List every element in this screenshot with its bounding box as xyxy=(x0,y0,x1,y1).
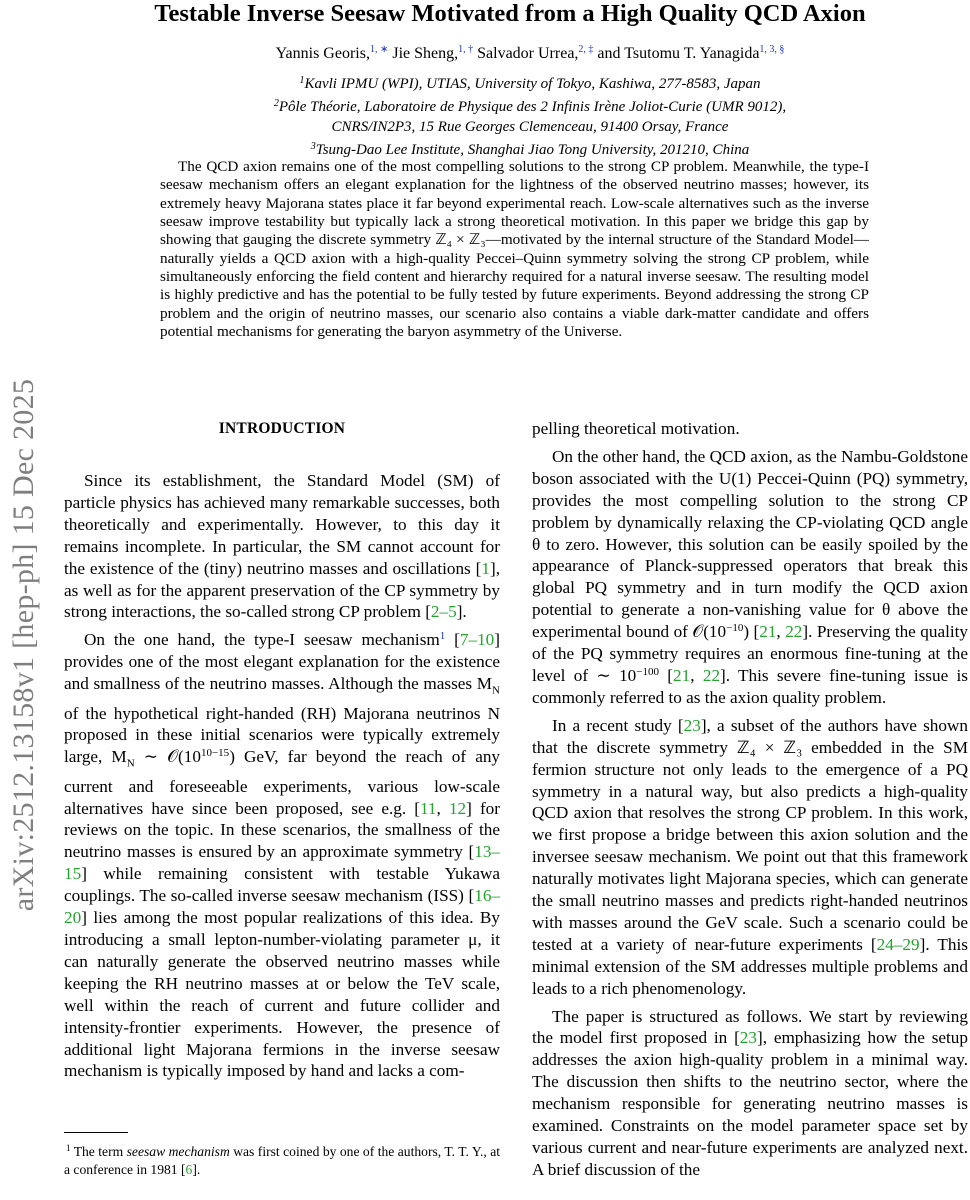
arxiv-side-stamp xyxy=(2,345,46,945)
affiliation-line: $^3$Tsung-Dao Lee Institute, Shanghai Jiao Tong University, 201210, China xyxy=(310,141,750,158)
intro-paragraph: On the one hand, the type-I seesaw mechanism$^1$ [7–10] provides one of the most elegant explanation for the existence and smallness of the neutrino masses. Although the masses $M_N$ of the hypothetical right-handed (RH) Majorana neutrinos N proposed in these initial scenarios were typically extremely large, $M_N$ ∼ $𝒪(10^{10-15})$ GeV, far beyond the reach of any current and foreseeable experiments, various low-scale alternatives have since been proposed, see e.g. [11, 12] for reviews on the topic. In these scenarios, the smallness of the neutrino masses is ensured by an approximate symmetry [13–15] while remaining consistent with testable Yukawa couplings. The so-called inverse seesaw mechanism (ISS) [16–20] lies among the most popular realizations of this idea. By introducing a small lepton-number-violating parameter μ, it can naturally generate the observed neutrino masses while keeping the RH neutrino masses at or below the TeV scale, well within the reach of current and future collider and intensity-frontier experiments. However, the presence of additional light Majorana fermions in the inverse seesaw mechanism is typically imposed by hand and lacks a com- xyxy=(64,630,501,1081)
citation-link[interactable]: 22 xyxy=(702,665,721,685)
citation-link[interactable]: 11 xyxy=(419,798,437,818)
citation-link[interactable]: 6 xyxy=(185,1161,193,1177)
section-heading-introduction: INTRODUCTION xyxy=(218,420,346,437)
author-affil-link[interactable]: 1, 3, § xyxy=(759,44,785,55)
citation-link[interactable]: 13–15 xyxy=(64,842,500,884)
author-affil-link[interactable]: 1, ∗ xyxy=(369,44,389,55)
affiliation-line: $^2$Pôle Théorie, Laboratoire de Physique des 2 Infinis Irène Joliot-Curie (UMR 9012), xyxy=(273,98,787,115)
author-name: Jie Sheng, xyxy=(392,45,459,62)
author-name: and Tsutomu T. Yanagida xyxy=(597,45,760,62)
citation-link[interactable]: 22 xyxy=(785,622,803,642)
intro-paragraph: The paper is structured as follows. We start by reviewing the model first proposed in [23], emphasizing how the setup addresses the axion high-quality problem in a minimal way. The discussion then shifts to the neutrino sector, where the mechanism responsible for generating neutrino masses is examined. Constraints on the model parameter space set by various current and near-future experiments are analyzed next. A brief discussion of the xyxy=(532,1006,968,1179)
citation-link[interactable]: 21 xyxy=(759,622,777,642)
author-name: Salvador Urrea, xyxy=(477,45,579,62)
right-column xyxy=(532,418,968,1181)
author-name: Yannis Georis, xyxy=(275,45,370,62)
citation-link[interactable]: 2–5 xyxy=(430,602,457,622)
arxiv-identifier: arXiv:2512.13158v1 [hep-ph] 15 Dec 2025 xyxy=(7,378,40,912)
affiliation-line: $^1$Kavli IPMU (WPI), UTIAS, University of Tokyo, Kashiwa, 277-8583, Japan xyxy=(299,75,761,92)
continued-paragraph: pelling theoretical motivation. xyxy=(532,419,740,438)
citation-link[interactable]: 23 xyxy=(683,715,701,735)
citation-link[interactable]: 12 xyxy=(448,798,467,818)
affiliations xyxy=(130,71,930,160)
citation-link[interactable]: 29 xyxy=(902,934,920,954)
citation-link[interactable]: 1 xyxy=(481,558,490,578)
footnote: $^1$ The term seesaw mechanism was first coined by one of the authors, T. T. Y., at a conference in 1981 [6]. xyxy=(64,1143,500,1177)
author-list xyxy=(130,44,930,63)
intro-paragraph: Since its establishment, the Standard Model (SM) of particle physics has achieved many remarkable successes, both theoretically and experimentally. However, to this day it remains incomplete. In particular, the SM cannot account for the existence of the (tiny) neutrino masses and oscillations [1], as well as for the apparent preservation of the CP symmetry by strong interactions, the so-called strong CP problem [2–5]. xyxy=(64,471,500,622)
citation-link[interactable]: 21 xyxy=(673,665,691,685)
left-column xyxy=(64,470,500,1082)
author-affil-link[interactable]: 1, † xyxy=(458,44,474,55)
intro-paragraph: In a recent study [23], a subset of the authors have shown that the discrete symmetry ℤ₄ × ℤ₃ embedded in the SM fermion structure not only leads to the emergence of a PQ symmetry in a natural way, but also predicts a high-quality QCD axion that resolves the strong CP problem. In this work, we first propose a bridge between this axion solution and the inversee seesaw mechanism. We point out that this framework naturally motivates light Majorana species, which can generate the small neutrino masses and predicts right-handed neutrinos with masses around the GeV scale. Such a scenario could be tested at a variety of near-future experiments [24–29]. This minimal extension of the SM addresses multiple problems and leads to a rich phenomenology. xyxy=(532,715,968,998)
affiliation-line: CNRS/IN2P3, 15 Rue Georges Clemenceau, 91400 Orsay, France xyxy=(331,119,729,135)
author-affil-link[interactable]: 2, ‡ xyxy=(578,44,594,55)
paper-title: Testable Inverse Seesaw Motivated from a High Quality QCD Axion xyxy=(154,0,866,27)
footnote-rule xyxy=(64,1132,128,1133)
citation-link[interactable]: 23 xyxy=(739,1028,757,1048)
citation-link[interactable]: 16–20 xyxy=(64,886,500,928)
footnote-link[interactable]: 1 xyxy=(439,630,446,643)
abstract: The QCD axion remains one of the most compelling solutions to the strong CP problem. Meanwhile, the type-I seesaw mechanism offers an elegant explanation for the lightness of the observed neutrino masses; however, its extremely heavy Majorana states place it far beyond experimental reach. Low-scale alternatives such as the inverse seesaw improve testability but typically lack a strong theoretical motivation. In this paper we bridge this gap by showing that gauging the discrete symmetry ℤ₄ × ℤ₃—motivated by the internal structure of the Standard Model—naturally yields a QCD axion with a high-quality Peccei–Quinn symmetry solving the strong CP problem, while simultaneously enforcing the field content and hierarchy required for a natural inverse seesaw. The resulting model is highly predictive and has the potential to be fully tested by future experiments. Beyond addressing the strong CP problem and the origin of neutrino masses, our scenario also contains a viable dark-matter candidate and offers potential mechanisms for generating the baryon asymmetry of the Universe. xyxy=(160,158,869,341)
citation-link[interactable]: 7–10 xyxy=(459,630,495,650)
citation-link[interactable]: 24– xyxy=(876,934,903,954)
intro-paragraph: On the other hand, the QCD axion, as the Nambu-Goldstone boson associated with the U(1) Peccei-Quinn (PQ) symmetry, provides the most compelling solution to the strong CP problem by dynamically relaxing the CP-violating QCD angle θ to zero. However, this solution can be easily spoiled by the appearance of Planck-suppressed operators that break this global PQ symmetry and in turn modify the QCD axion potential to generate a non-vanishing value for θ above the experimental bound of $𝒪(10^{-10})$ [21, 22]. Preserving the quality of the PQ symmetry requires an enormous fine-tuning at the level of ∼ $10^{-100}$ [21, 22]. This severe fine-tuning issue is commonly referred to as the axion quality problem. xyxy=(532,446,969,707)
